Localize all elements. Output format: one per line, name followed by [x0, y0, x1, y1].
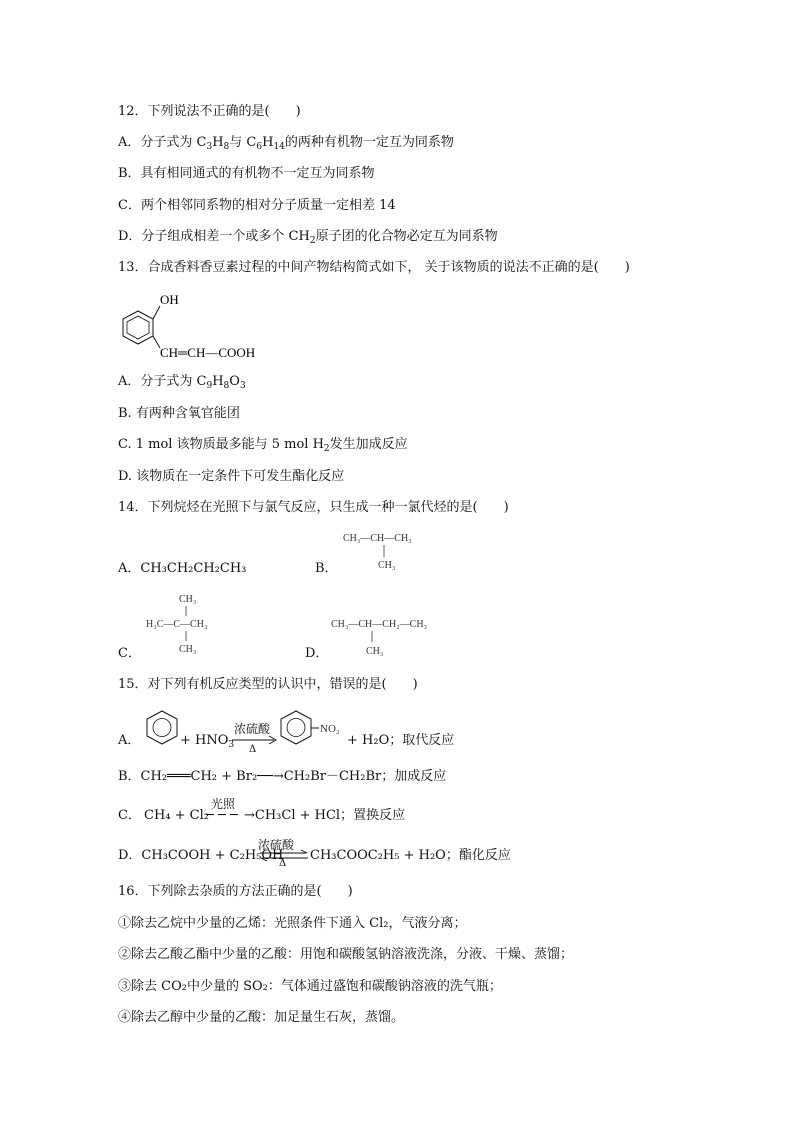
q15-option-b: B．CH₂═══CH₂ + Br₂──→CH₂Br－CH₂Br；加成反应	[118, 769, 447, 784]
q16-item-4: ④除去乙醇中少量的乙酸：加足量生石灰，蒸馏。	[118, 1010, 405, 1025]
q16-item-1: ①除去乙烷中少量的乙烯：光照条件下通入 Cl₂，气液分离；	[118, 916, 467, 931]
q13-option-a: A．分子式为 $C_9H_8O_3$	[118, 374, 246, 391]
q13-option-b: B. 有两种含氧官能团	[118, 406, 240, 421]
q15-option-d-left: D．CH₃COOH + C₂H₅OH	[118, 848, 284, 863]
q14-option-d-structure	[328, 612, 468, 660]
svg-text:CH₃—CH—CH₂—CH₃: CH₃—CH—CH₂—CH₃	[331, 619, 428, 630]
q14-option-c-label: C．	[118, 646, 141, 661]
q15-option-d-right: CH₃COOC₂H₅ + H₂O；酯化反应	[310, 848, 511, 863]
svg-text:H₃C—C—CH₃: H₃C—C—CH₃	[146, 619, 208, 630]
q13-stem: 13．合成香料香豆素过程的中间产物结构简式如下， 关于该物质的说法不正确的是( )	[118, 260, 630, 275]
q15-d-condition: 浓硫酸	[258, 838, 295, 852]
q15-option-a-nitrobenzene	[278, 708, 350, 748]
side-chain-label: CH═CH—COOH	[160, 345, 256, 360]
q14-option-b-structure	[340, 527, 450, 573]
q15-d-delta: Δ	[279, 858, 287, 869]
svg-text:NO₂: NO₂	[320, 723, 340, 735]
svg-text:CH₃—CH—CH₃: CH₃—CH—CH₃	[343, 533, 412, 544]
q13-structure	[118, 286, 298, 366]
q16-item-3: ③除去 CO₂中少量的 SO₂：气体通过盛饱和碳酸钠溶液的洗气瓶；	[118, 979, 502, 994]
q15-c-condition: 光照	[211, 797, 236, 811]
q15-option-c-right: →CH₃Cl + HCl；置换反应	[244, 808, 406, 823]
q14-stem: 14．下列烷烃在光照下与氯气反应，只生成一种一氯代烃的是( )	[118, 500, 509, 515]
q12-stem: 12．下列说法不正确的是( )	[118, 104, 301, 119]
q15-option-a-label: A．	[118, 733, 141, 748]
benzene-inner	[127, 316, 149, 339]
svg-text:CH₃: CH₃	[179, 594, 197, 605]
q12-option-a: A．分子式为 $C_3H_8$与 $C_6H_{14}$的两种有机物一定互为同系物	[118, 135, 454, 152]
svg-text:CH₃: CH₃	[366, 646, 384, 657]
hydroxyl-label: OH	[160, 292, 179, 307]
q15-a-condition: 浓硫酸	[234, 722, 271, 736]
svg-text:CH₃: CH₃	[179, 644, 197, 655]
svg-text:CH₃: CH₃	[378, 560, 396, 571]
q15-option-c-label: C．	[118, 808, 141, 823]
q13-option-c: C. 1 mol 该物质最多能与 5 mol $H_2$发生加成反应	[118, 437, 408, 454]
q15-c-dashes: ─ ─ ─	[206, 808, 238, 823]
q15-a-delta: Δ	[249, 744, 257, 755]
q13-option-d: D. 该物质在一定条件下可发生酯化反应	[118, 469, 345, 484]
q15-stem: 15．对下列有机反应类型的认识中，错误的是( )	[118, 677, 418, 692]
q15-option-a-reagent: + $HNO_3$	[180, 733, 235, 750]
q14-option-a: A．CH₃CH₂CH₂CH₃	[118, 561, 247, 576]
q16-item-2: ②除去乙酸乙酯中少量的乙酸：用饱和碳酸氢钠溶液洗涤，分液、干燥、蒸馏；	[118, 947, 574, 962]
q14-option-d-label: D．	[305, 646, 329, 661]
q15-option-a-tail: + H₂O；取代反应	[347, 733, 455, 748]
q14-option-b-label: B．	[315, 561, 338, 576]
q12-option-d: D．分子组成相差一个或多个 $CH_2$原子团的化合物必定互为同系物	[118, 229, 498, 246]
q12-option-c: C．两个相邻同系物的相对分子质量一定相差 14	[118, 198, 396, 213]
q15-option-a-benzene	[144, 708, 180, 748]
q15-option-c-left: CH₄ + Cl₂	[144, 808, 209, 823]
q14-option-c-structure	[143, 589, 243, 659]
q16-stem: 16．下列除去杂质的方法正确的是( )	[118, 884, 353, 899]
q12-option-b: B．具有相同通式的有机物不一定互为同系物	[118, 166, 375, 181]
